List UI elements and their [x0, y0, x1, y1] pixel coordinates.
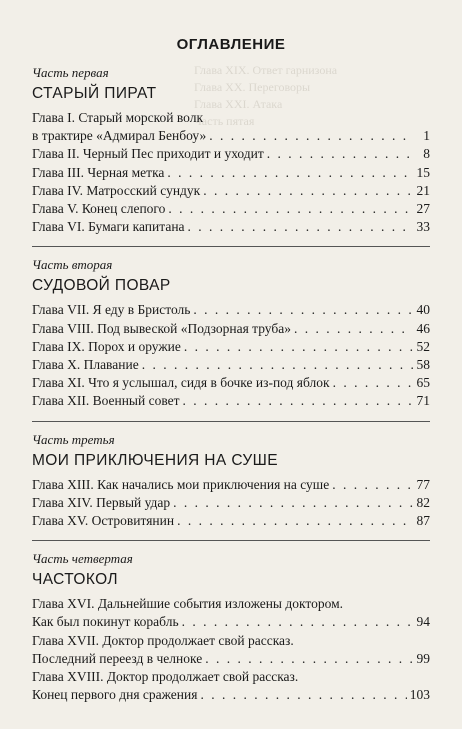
table-of-contents — [32, 36, 430, 714]
ghost-line: Часть пятая — [194, 114, 255, 128]
page-number: 58 — [416, 357, 430, 373]
entry-title-line: Глава VIII. Под вывеской «Подзорная труба» — [32, 320, 291, 336]
toc-title: ОГЛАВЛЕНИЕ — [176, 36, 286, 53]
page-number: 99 — [416, 650, 430, 666]
toc-entry — [32, 392, 430, 410]
entry-row — [32, 650, 430, 668]
dot-leader — [173, 494, 413, 512]
entry-title-line: Глава XVII. Доктор продолжает свой рассказ. — [32, 632, 294, 648]
entry-row — [32, 218, 430, 236]
entry-row — [32, 182, 430, 200]
dot-leader — [177, 512, 413, 530]
part-heading: СТАРЫЙ ПИРАТ — [32, 85, 157, 102]
entry-title-line: Глава VII. Я еду в Бристоль — [32, 302, 191, 318]
part-heading: ЧАСТОКОЛ — [32, 571, 118, 589]
entry-title-line: Как был покинут корабль — [32, 614, 179, 630]
entry-title-line: Глава II. Черный Пес приходит и уходит — [32, 146, 264, 162]
ghost-line: Глава XIX. Ответ гарнизона — [194, 63, 338, 77]
page-number: 87 — [416, 513, 430, 529]
entry-row — [32, 301, 430, 319]
toc-entry — [32, 338, 430, 356]
entry-row — [32, 145, 430, 163]
toc-parts — [32, 65, 430, 704]
part-heading: СУДОВОЙ ПОВАР — [32, 277, 171, 295]
entry-row — [32, 200, 430, 218]
toc-entry — [32, 374, 430, 392]
dot-leader — [332, 476, 413, 494]
dot-leader — [188, 218, 413, 236]
page-number: 65 — [416, 375, 430, 391]
ghost-line: Глава XXI. Атака — [194, 97, 283, 111]
toc-part — [32, 257, 430, 410]
entry-title-line: Глава XIV. Первый удар — [32, 494, 171, 510]
entry-row — [32, 356, 430, 374]
page-number: 15 — [416, 164, 430, 180]
dot-leader — [193, 301, 413, 319]
page-number: 103 — [409, 687, 430, 703]
entry-row — [32, 476, 430, 494]
toc-part — [32, 432, 430, 531]
dot-leader — [205, 650, 413, 668]
toc-part — [32, 551, 430, 704]
entry-title-line: Конец первого дня сражения — [32, 687, 198, 703]
toc-entry — [32, 218, 430, 236]
page-number: 46 — [416, 320, 430, 336]
part-label: Часть третья — [32, 431, 115, 447]
page-number: 52 — [416, 338, 430, 354]
entry-title-line: Глава V. Конец слепого — [32, 201, 166, 217]
toc-entry — [32, 668, 430, 704]
toc-part — [32, 65, 430, 236]
page-number: 27 — [416, 201, 430, 217]
toc-entry — [32, 494, 430, 512]
toc-entry — [32, 200, 430, 218]
dot-leader — [182, 613, 413, 631]
page-number: 21 — [416, 182, 430, 198]
page-number: 82 — [416, 494, 430, 510]
part-label: Часть вторая — [32, 257, 113, 273]
page-number: 1 — [423, 128, 430, 144]
dot-leader — [267, 145, 413, 163]
entry-row — [32, 512, 430, 530]
entry-title-line: Глава XVI. Дальнейшие события изложены доктором. — [32, 596, 344, 612]
entry-row — [32, 320, 430, 338]
entry-title-line: Глава VI. Бумаги капитана — [32, 219, 185, 235]
toc-entry — [32, 476, 430, 494]
entry-title-line: Глава I. Старый морской волк — [32, 110, 204, 125]
part-heading: МОИ ПРИКЛЮЧЕНИЯ НА СУШЕ — [32, 451, 278, 469]
section-divider — [32, 540, 430, 541]
dot-leader — [333, 374, 413, 392]
entry-title-line: в трактире «Адмирал Бенбоу» — [32, 128, 207, 144]
entry-row — [32, 613, 430, 631]
entry-title-line: Глава XI. Что я услышал, сидя в бочке из-под яблок — [32, 375, 330, 391]
entry-title-line: Глава XIII. Как начались мои приключения на суше — [32, 476, 330, 492]
toc-entry — [32, 356, 430, 374]
page-number: 77 — [416, 476, 430, 492]
entry-title-line: Глава III. Черная метка — [32, 164, 165, 180]
dot-leader — [167, 164, 413, 182]
entry-row — [32, 494, 430, 512]
section-divider — [32, 421, 430, 422]
page-number: 33 — [416, 219, 430, 235]
entry-title-line: Глава IV. Матросский сундук — [32, 182, 201, 198]
page-number: 8 — [423, 146, 430, 162]
toc-entry — [32, 632, 430, 668]
entry-title-line: Глава IX. Порох и оружие — [32, 338, 181, 354]
entry-row — [32, 338, 430, 356]
page-number: 40 — [416, 302, 430, 318]
page-number: 71 — [416, 393, 430, 409]
toc-entry — [32, 512, 430, 530]
entry-title-line: Глава XII. Военный совет — [32, 393, 180, 409]
toc-entry — [32, 182, 430, 200]
part-label: Часть четвертая — [32, 551, 133, 567]
toc-entry — [32, 301, 430, 319]
dot-leader — [200, 686, 406, 704]
entry-title-line: Глава X. Плавание — [32, 357, 139, 373]
entry-row — [32, 127, 430, 145]
part-label: Часть первая — [32, 65, 109, 80]
entry-title-line: Глава XV. Островитянин — [32, 513, 175, 529]
entry-title-line: Глава XVIII. Доктор продолжает свой рассказ. — [32, 669, 299, 685]
toc-entry — [32, 320, 430, 338]
toc-entry — [32, 109, 430, 145]
ghost-line: Глава XX. Переговоры — [194, 80, 311, 94]
entry-title-line: Последний переезд в челноке — [32, 650, 203, 666]
dot-leader — [294, 320, 413, 338]
dot-leader — [184, 338, 413, 356]
toc-entry — [32, 164, 430, 182]
entry-row — [32, 686, 430, 704]
section-divider — [32, 246, 430, 247]
entry-row — [32, 164, 430, 182]
dot-leader — [168, 200, 413, 218]
toc-entry — [32, 595, 430, 631]
dot-leader — [203, 182, 413, 200]
dot-leader — [209, 127, 413, 145]
dot-leader — [142, 356, 413, 374]
entry-row — [32, 392, 430, 410]
page-number: 94 — [416, 614, 430, 630]
toc-entry — [32, 145, 430, 163]
dot-leader — [183, 392, 413, 410]
entry-row — [32, 374, 430, 392]
